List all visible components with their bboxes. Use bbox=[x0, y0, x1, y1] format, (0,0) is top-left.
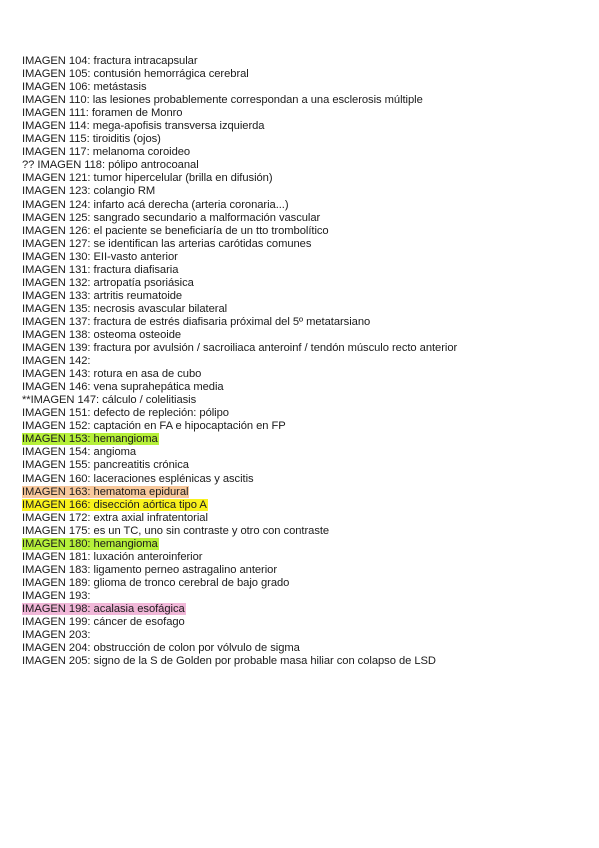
answer-text: IMAGEN 138: osteoma osteoide bbox=[22, 328, 182, 341]
answer-text: IMAGEN 143: rotura en asa de cubo bbox=[22, 368, 202, 381]
answer-line bbox=[22, 446, 592, 459]
highlighted-answer-text: IMAGEN 180: hemangioma bbox=[22, 537, 158, 550]
answer-line bbox=[22, 212, 592, 225]
answer-text: IMAGEN 133: artritis reumatoide bbox=[22, 289, 183, 302]
answer-line bbox=[22, 473, 592, 486]
answer-line bbox=[22, 225, 592, 238]
answer-text: IMAGEN 142: bbox=[22, 355, 91, 368]
answer-line bbox=[22, 499, 592, 512]
answer-text: IMAGEN 146: vena suprahepática media bbox=[22, 381, 224, 394]
answer-line bbox=[22, 512, 592, 525]
answer-text: IMAGEN 126: el paciente se beneficiaría de un tto trombolítico bbox=[22, 224, 329, 237]
answer-line bbox=[22, 525, 592, 538]
answer-text: IMAGEN 114: mega-apofisis transversa izquierda bbox=[22, 120, 265, 133]
answer-line bbox=[22, 342, 592, 355]
answer-line bbox=[22, 290, 592, 303]
answer-text: **IMAGEN 147: cálculo / colelitiasis bbox=[22, 394, 197, 407]
answer-line bbox=[22, 199, 592, 212]
answer-text: IMAGEN 205: signo de la S de Golden por probable masa hiliar con colapso de LSD bbox=[22, 655, 436, 668]
answer-line bbox=[22, 551, 592, 564]
answer-text: IMAGEN 106: metástasis bbox=[22, 81, 147, 94]
highlighted-answer-text: IMAGEN 166: disección aórtica tipo A bbox=[22, 498, 207, 511]
answer-line bbox=[22, 329, 592, 342]
answer-text: IMAGEN 124: infarto acá derecha (arteria coronaria...) bbox=[22, 198, 289, 211]
answer-text: IMAGEN 175: es un TC, uno sin contraste y otro con contraste bbox=[22, 524, 330, 537]
answer-line bbox=[22, 185, 592, 198]
answer-line bbox=[22, 68, 592, 81]
answer-text: IMAGEN 111: foramen de Monro bbox=[22, 107, 183, 120]
answer-text: IMAGEN 152: captación en FA e hipocaptación en FP bbox=[22, 420, 286, 433]
answer-text: IMAGEN 151: defecto de repleción: pólipo bbox=[22, 407, 229, 420]
answer-line bbox=[22, 577, 592, 590]
answer-line bbox=[22, 655, 592, 668]
answer-text: IMAGEN 130: EII-vasto anterior bbox=[22, 250, 178, 263]
answer-line bbox=[22, 120, 592, 133]
answer-text: IMAGEN 121: tumor hipercelular (brilla en difusión) bbox=[22, 172, 273, 185]
answer-line bbox=[22, 251, 592, 264]
answer-line bbox=[22, 81, 592, 94]
answer-text: IMAGEN 115: tiroiditis (ojos) bbox=[22, 133, 161, 146]
answer-text: IMAGEN 193: bbox=[22, 589, 91, 602]
answer-line bbox=[22, 603, 592, 616]
answer-line bbox=[22, 355, 592, 368]
highlighted-answer-text: IMAGEN 163: hematoma epidural bbox=[22, 485, 189, 498]
answer-line bbox=[22, 616, 592, 629]
answer-line bbox=[22, 277, 592, 290]
answer-line bbox=[22, 172, 592, 185]
answer-text: IMAGEN 125: sangrado secundario a malformación vascular bbox=[22, 211, 321, 224]
answer-text: ?? IMAGEN 118: pólipo antrocoanal bbox=[22, 159, 199, 172]
answer-text: IMAGEN 135: necrosis avascular bilateral bbox=[22, 302, 228, 315]
answer-text: IMAGEN 123: colangio RM bbox=[22, 185, 156, 198]
answer-text: IMAGEN 117: melanoma coroideo bbox=[22, 146, 191, 159]
answer-line bbox=[22, 133, 592, 146]
answer-text: IMAGEN 204: obstrucción de colon por vólvulo de sigma bbox=[22, 642, 300, 655]
answer-line bbox=[22, 238, 592, 251]
answer-text: IMAGEN 110: las lesiones probablemente correspondan a una esclerosis múltiple bbox=[22, 94, 423, 107]
answer-list bbox=[22, 55, 592, 668]
answer-text: IMAGEN 132: artropatía psoriásica bbox=[22, 276, 194, 289]
answer-text: IMAGEN 199: cáncer de esofago bbox=[22, 616, 185, 629]
answer-line bbox=[22, 590, 592, 603]
answer-text: IMAGEN 189: glioma de tronco cerebral de bajo grado bbox=[22, 576, 290, 589]
answer-text: IMAGEN 183: ligamento perneo astragalino anterior bbox=[22, 563, 278, 576]
answer-line bbox=[22, 459, 592, 472]
answer-line bbox=[22, 94, 592, 107]
answer-text: IMAGEN 160: laceraciones esplénicas y ascitis bbox=[22, 472, 254, 485]
highlighted-answer-text: IMAGEN 198: acalasia esofágica bbox=[22, 602, 185, 615]
answer-line bbox=[22, 264, 592, 277]
answer-line bbox=[22, 381, 592, 394]
answer-text: IMAGEN 139: fractura por avulsión / sacroiliaca anteroinf / tendón músculo recto anterior bbox=[22, 342, 458, 355]
answer-text: IMAGEN 131: fractura diafisaria bbox=[22, 263, 179, 276]
answer-line bbox=[22, 564, 592, 577]
answer-line bbox=[22, 420, 592, 433]
answer-line bbox=[22, 368, 592, 381]
answer-text: IMAGEN 155: pancreatitis crónica bbox=[22, 459, 189, 472]
answer-text: IMAGEN 203: bbox=[22, 629, 91, 642]
answer-line bbox=[22, 107, 592, 120]
answer-line bbox=[22, 433, 592, 446]
answer-line bbox=[22, 486, 592, 499]
answer-line bbox=[22, 629, 592, 642]
answer-line bbox=[22, 55, 592, 68]
answer-line bbox=[22, 394, 592, 407]
answer-text: IMAGEN 104: fractura intracapsular bbox=[22, 55, 198, 67]
answer-line bbox=[22, 146, 592, 159]
answer-text: IMAGEN 105: contusión hemorrágica cerebral bbox=[22, 68, 249, 81]
answer-line bbox=[22, 316, 592, 329]
answer-text: IMAGEN 172: extra axial infratentorial bbox=[22, 511, 208, 524]
answer-line bbox=[22, 303, 592, 316]
answer-line bbox=[22, 159, 592, 172]
answer-text: IMAGEN 154: angioma bbox=[22, 446, 137, 459]
answer-line bbox=[22, 407, 592, 420]
answer-text: IMAGEN 127: se identifican las arterias carótidas comunes bbox=[22, 237, 312, 250]
answer-text: IMAGEN 137: fractura de estrés diafisaria próximal del 5º metatarsiano bbox=[22, 315, 371, 328]
highlighted-answer-text: IMAGEN 153: hemangioma bbox=[22, 433, 158, 446]
answer-line bbox=[22, 642, 592, 655]
answer-text: IMAGEN 181: luxación anteroinferior bbox=[22, 550, 203, 563]
answer-line bbox=[22, 538, 592, 551]
